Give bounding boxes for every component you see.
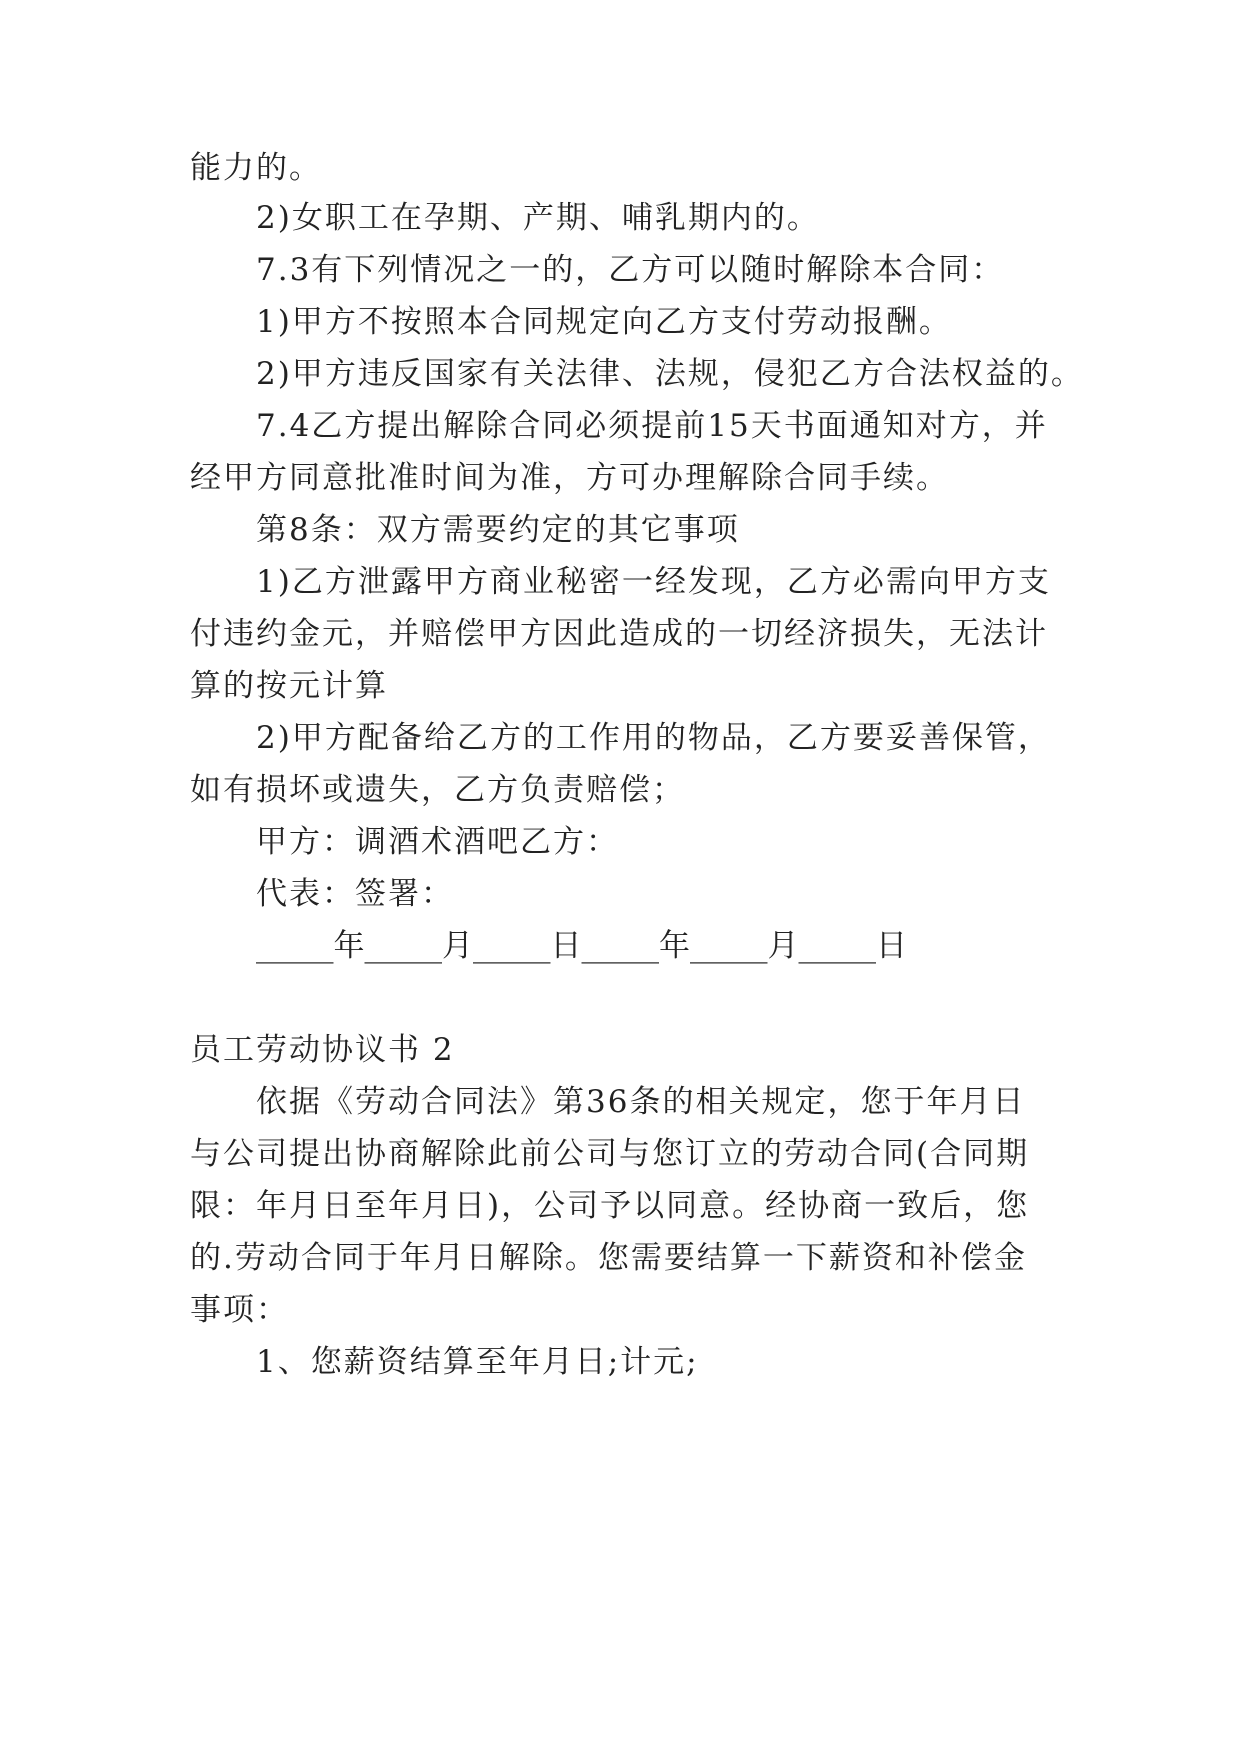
section-heading: 第8条：双方需要约定的其它事项 — [256, 512, 740, 548]
text-line: 2)甲方配备给乙方的工作用的物品，乙方要妥善保管， — [256, 720, 1051, 756]
text-line: 7.4乙方提出解除合同必须提前15天书面通知对方，并 — [256, 408, 1048, 444]
text-line: 经甲方同意批准时间为准，方可办理解除合同手续。 — [190, 460, 949, 496]
text-line: 与公司提出协商解除此前公司与您订立的劳动合同(合同期 — [190, 1136, 1030, 1172]
party-signature-line: 甲方：调酒术酒吧乙方： — [256, 824, 619, 860]
text-line: 能力的。 — [190, 150, 322, 186]
text-line: 1)乙方泄露甲方商业秘密一经发现，乙方必需向甲方支 — [256, 564, 1051, 600]
text-line: 2)女职工在孕期、产期、哺乳期内的。 — [256, 200, 820, 236]
text-line: 1、您薪资结算至年月日;计元; — [256, 1344, 699, 1380]
date-line: _____年_____月_____日_____年_____月_____日 — [256, 928, 907, 964]
text-line: 依据《劳动合同法》第36条的相关规定，您于年月日 — [256, 1084, 1026, 1120]
text-line: 如有损坏或遗失，乙方负责赔偿； — [190, 772, 685, 808]
text-line: 限：年月日至年月日)，公司予以同意。经协商一致后，您 — [190, 1188, 1030, 1224]
text-line: 算的按元计算 — [190, 668, 388, 704]
document-title: 员工劳动协议书 2 — [190, 1032, 455, 1068]
text-line: 的.劳动合同于年月日解除。您需要结算一下薪资和补偿金 — [190, 1240, 1027, 1276]
representative-line: 代表：签署： — [256, 876, 454, 912]
text-line: 1)甲方不按照本合同规定向乙方支付劳动报酬。 — [256, 304, 952, 340]
text-line: 付违约金元，并赔偿甲方因此造成的一切经济损失，无法计 — [190, 616, 1048, 652]
text-line: 2)甲方违反国家有关法律、法规，侵犯乙方合法权益的。 — [256, 356, 1084, 392]
text-line: 事项： — [190, 1292, 289, 1328]
text-line: 7.3有下列情况之一的，乙方可以随时解除本合同： — [256, 252, 1005, 288]
